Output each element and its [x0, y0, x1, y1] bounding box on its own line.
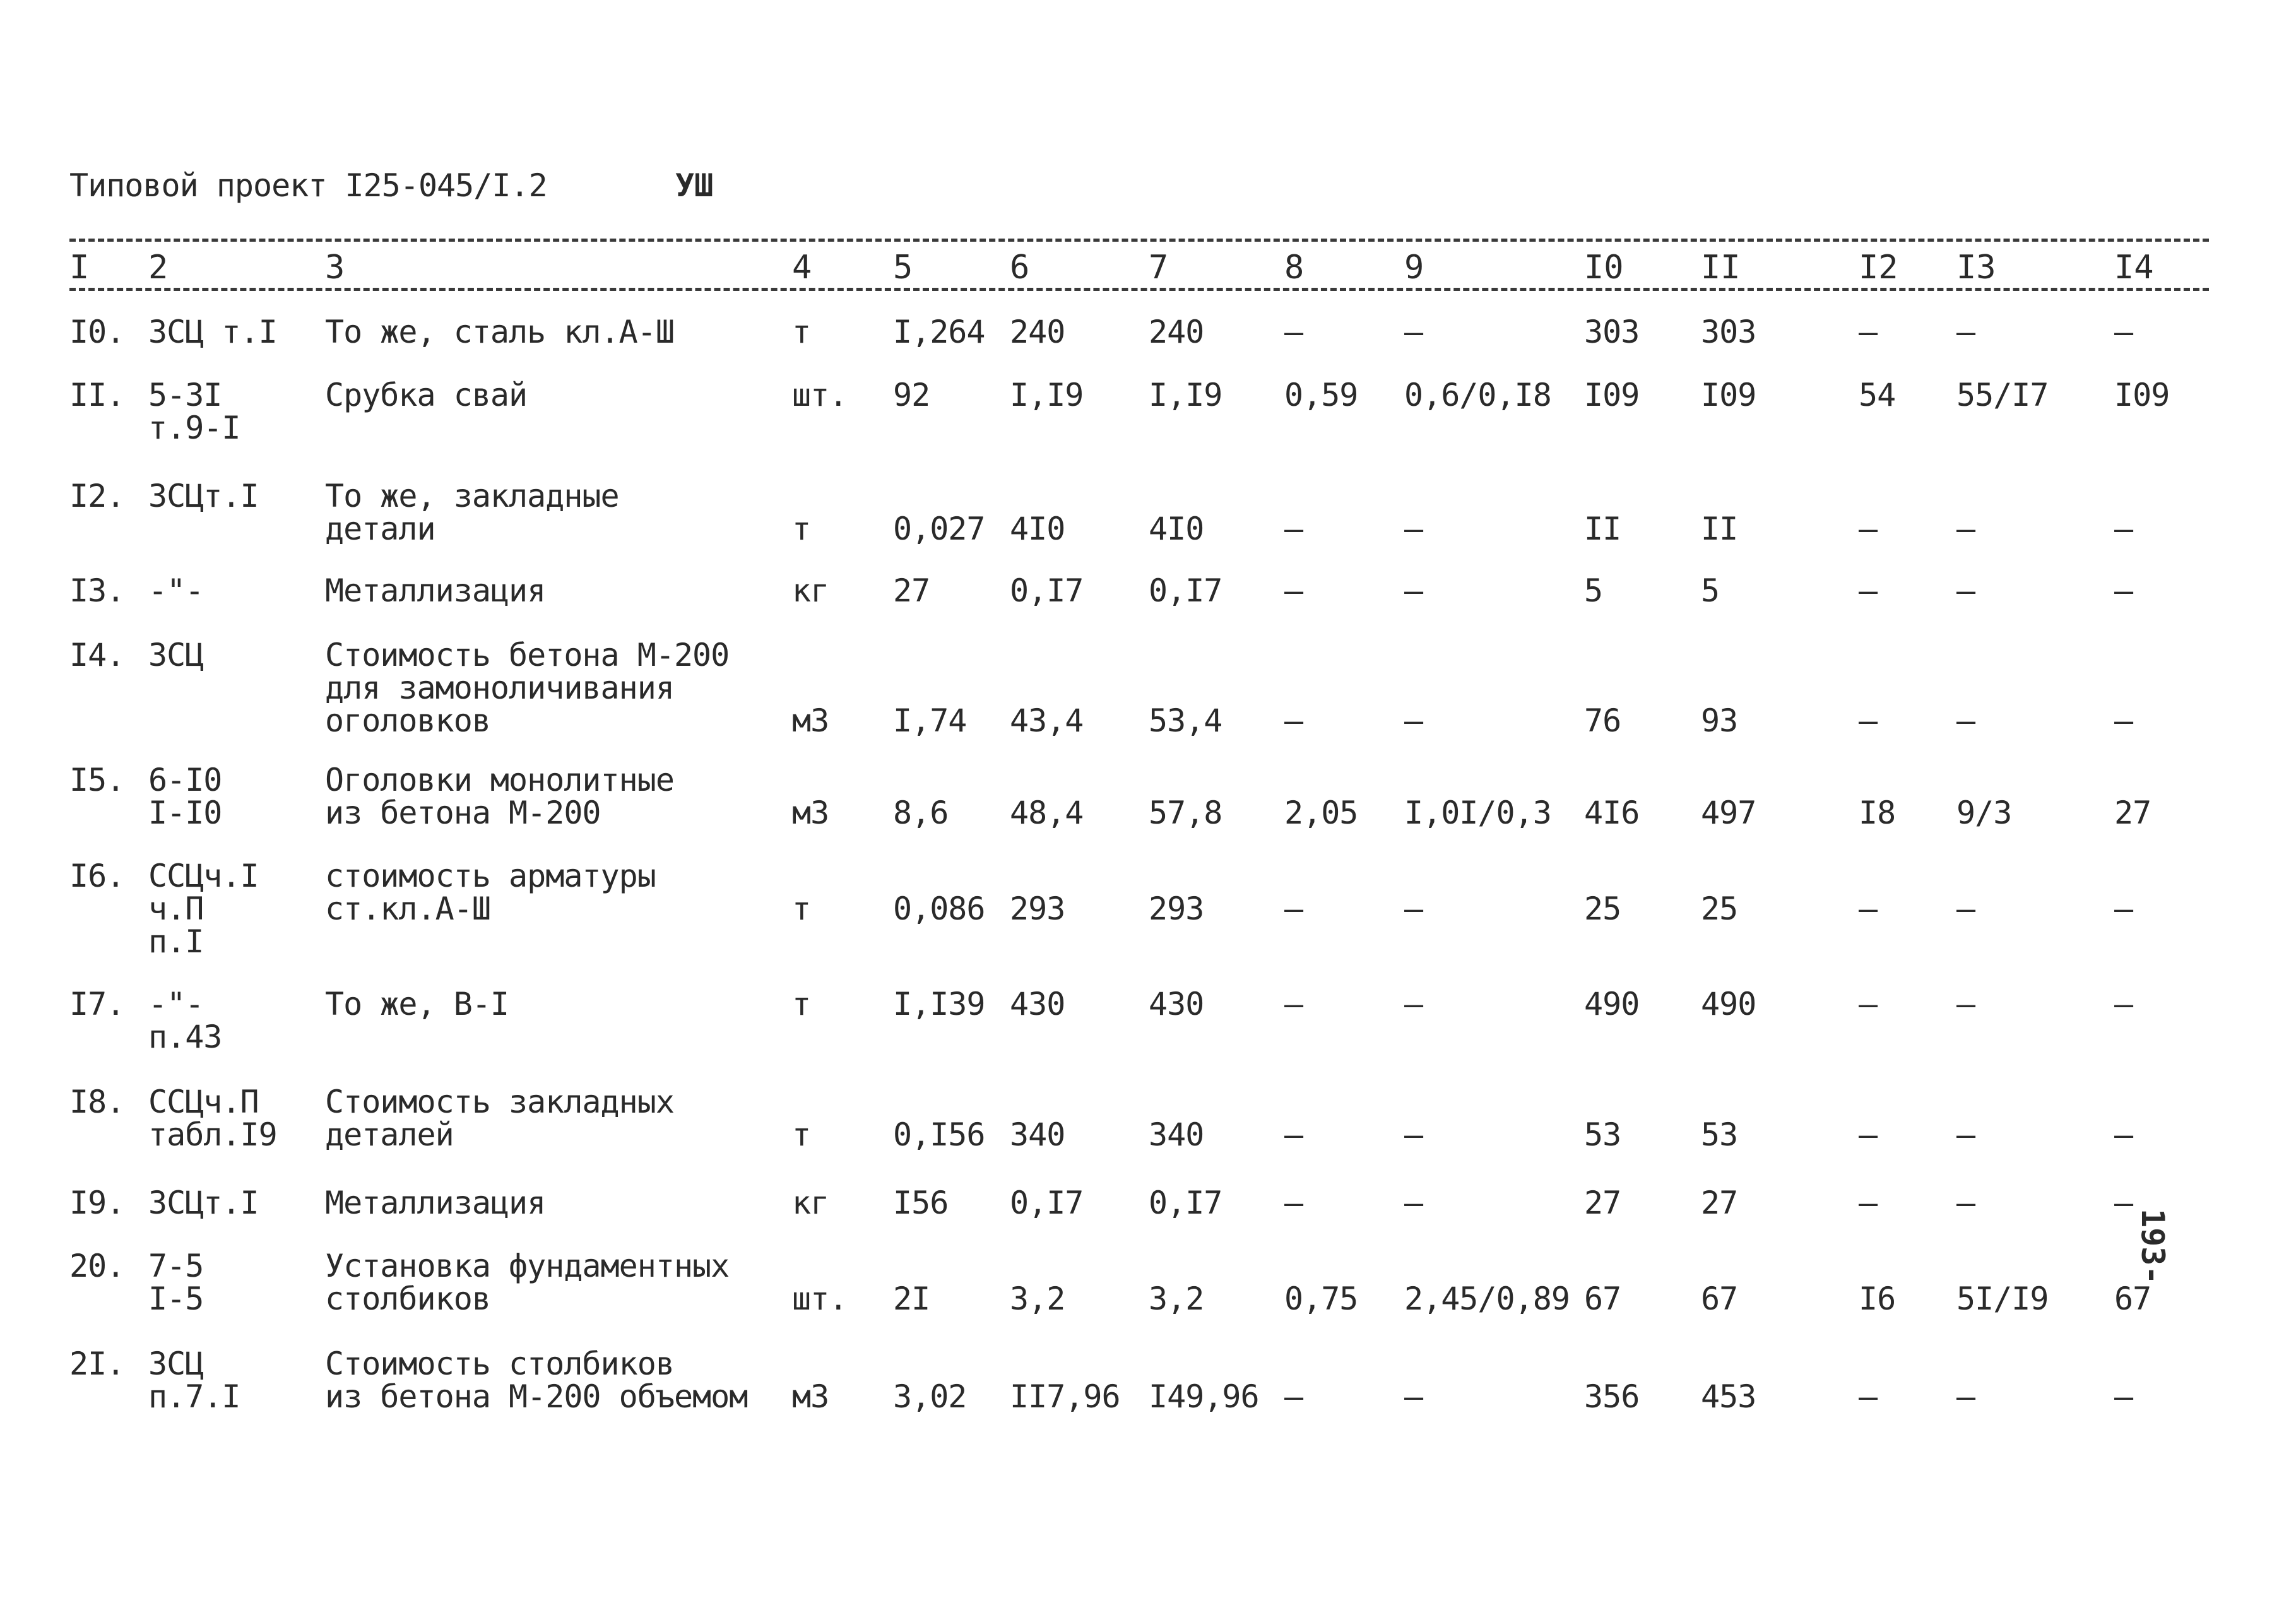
value-cell-13: – — [1956, 1378, 1975, 1415]
value-cell-5: 0,086 — [893, 890, 985, 927]
norm-code: ЗСЦт.I — [148, 1185, 259, 1221]
value-cell-10: 4I6 — [1584, 795, 1640, 831]
norm-code: ч.П — [148, 890, 204, 927]
value-cell-13: – — [1956, 702, 1975, 739]
value-cell-7: 293 — [1149, 890, 1204, 927]
norm-code: п.7.I — [148, 1378, 240, 1415]
value-cell-9: I,0I/0,3 — [1404, 795, 1551, 831]
value-cell-12: – — [1859, 1185, 1878, 1221]
norm-code: ССЦч.П — [148, 1084, 259, 1120]
work-name: оголовков — [325, 702, 490, 739]
value-cell-11: 67 — [1701, 1281, 1738, 1317]
value-cell-5: I,264 — [893, 314, 985, 350]
value-cell-11: 53 — [1701, 1116, 1738, 1153]
value-cell-13: – — [1956, 511, 1975, 547]
value-cell-7: 0,I7 — [1149, 572, 1222, 609]
value-cell-8: – — [1284, 1378, 1303, 1415]
value-cell-7: 57,8 — [1149, 795, 1222, 831]
value-cell-5: 27 — [893, 572, 930, 609]
value-cell-10: 67 — [1584, 1281, 1621, 1317]
row-number: I9. — [69, 1185, 125, 1221]
value-cell-10: 53 — [1584, 1116, 1621, 1153]
value-cell-12: – — [1859, 986, 1878, 1022]
value-cell-14: – — [2114, 1378, 2133, 1415]
work-name: ст.кл.А-Ш — [325, 890, 490, 927]
value-cell-13: – — [1956, 1185, 1975, 1221]
value-cell-13: – — [1956, 986, 1975, 1022]
value-cell-11: 453 — [1701, 1378, 1756, 1415]
value-cell-10: II — [1584, 511, 1621, 547]
norm-code: ЗСЦ — [148, 637, 204, 673]
value-cell-6: 48,4 — [1010, 795, 1084, 831]
norm-code: п.I — [148, 923, 204, 960]
value-cell-8: 0,75 — [1284, 1281, 1358, 1317]
unit-cell: м3 — [792, 1378, 829, 1415]
column-number: I — [69, 249, 90, 287]
value-cell-10: 27 — [1584, 1185, 1621, 1221]
work-name: деталей — [325, 1116, 454, 1153]
value-cell-5: 0,I56 — [893, 1116, 985, 1153]
value-cell-5: 2I — [893, 1281, 930, 1317]
unit-cell: шт. — [792, 377, 848, 413]
value-cell-6: 340 — [1010, 1116, 1065, 1153]
column-number: II — [1701, 249, 1741, 287]
value-cell-8: – — [1284, 702, 1303, 739]
value-cell-11: 490 — [1701, 986, 1756, 1022]
value-cell-10: 25 — [1584, 890, 1621, 927]
value-cell-14: – — [2114, 890, 2133, 927]
work-name: То же, сталь кл.А-Ш — [325, 314, 674, 350]
unit-cell: т — [792, 1116, 811, 1153]
norm-code: 5-3I — [148, 377, 222, 413]
value-cell-6: I,I9 — [1010, 377, 1084, 413]
value-cell-6: 43,4 — [1010, 702, 1084, 739]
column-number: 9 — [1404, 249, 1424, 287]
value-cell-8: – — [1284, 986, 1303, 1022]
value-cell-6: 0,I7 — [1010, 572, 1084, 609]
unit-cell: м3 — [792, 795, 829, 831]
value-cell-11: 497 — [1701, 795, 1756, 831]
value-cell-5: 0,027 — [893, 511, 985, 547]
value-cell-10: 76 — [1584, 702, 1621, 739]
value-cell-11: 303 — [1701, 314, 1756, 350]
value-cell-6: 293 — [1010, 890, 1065, 927]
value-cell-13: – — [1956, 572, 1975, 609]
value-cell-8: – — [1284, 572, 1303, 609]
value-cell-5: I56 — [893, 1185, 949, 1221]
value-cell-5: 3,02 — [893, 1378, 967, 1415]
value-cell-9: – — [1404, 511, 1423, 547]
column-number: I2 — [1859, 249, 1898, 287]
value-cell-7: 0,I7 — [1149, 1185, 1222, 1221]
document-title: Типовой проект I25-045/I.2 — [69, 167, 547, 204]
value-cell-14: – — [2114, 572, 2133, 609]
norm-code: ЗСЦ т.I — [148, 314, 277, 350]
value-cell-12: – — [1859, 1116, 1878, 1153]
row-number: I8. — [69, 1084, 125, 1120]
norm-code: табл.I9 — [148, 1116, 277, 1153]
value-cell-9: – — [1404, 890, 1423, 927]
value-cell-7: 240 — [1149, 314, 1204, 350]
unit-cell: т — [792, 890, 811, 927]
work-name: То же, закладные — [325, 478, 619, 514]
row-number: I4. — [69, 637, 125, 673]
value-cell-9: – — [1404, 572, 1423, 609]
row-number: 2I. — [69, 1346, 125, 1382]
column-number: I0 — [1584, 249, 1624, 287]
value-cell-6: II7,96 — [1010, 1378, 1120, 1415]
row-number: I7. — [69, 986, 125, 1022]
value-cell-12: – — [1859, 890, 1878, 927]
value-cell-7: I,I9 — [1149, 377, 1222, 413]
value-cell-11: 25 — [1701, 890, 1738, 927]
value-cell-5: 8,6 — [893, 795, 949, 831]
value-cell-5: I,74 — [893, 702, 967, 739]
work-name: детали — [325, 511, 435, 547]
work-name: Стоимость бетона М-200 — [325, 637, 730, 673]
work-name: из бетона М-200 — [325, 795, 601, 831]
norm-code: I-5 — [148, 1281, 204, 1317]
work-name: Оголовки монолитные — [325, 762, 674, 798]
value-cell-7: 3,2 — [1149, 1281, 1204, 1317]
row-number: I2. — [69, 478, 125, 514]
value-cell-12: – — [1859, 1378, 1878, 1415]
value-cell-10: 5 — [1584, 572, 1603, 609]
value-cell-13: 55/I7 — [1956, 377, 2049, 413]
work-name: Срубка свай — [325, 377, 528, 413]
value-cell-12: 54 — [1859, 377, 1896, 413]
value-cell-6: 240 — [1010, 314, 1065, 350]
norm-code: -"- — [148, 572, 204, 609]
value-cell-7: 340 — [1149, 1116, 1204, 1153]
value-cell-7: I49,96 — [1149, 1378, 1259, 1415]
value-cell-5: 92 — [893, 377, 930, 413]
work-name: Металлизация — [325, 572, 546, 609]
value-cell-11: 93 — [1701, 702, 1738, 739]
value-cell-5: I,I39 — [893, 986, 985, 1022]
unit-cell: кг — [792, 1185, 829, 1221]
value-cell-12: I6 — [1859, 1281, 1896, 1317]
value-cell-11: 5 — [1701, 572, 1720, 609]
value-cell-13: – — [1956, 1116, 1975, 1153]
value-cell-6: 0,I7 — [1010, 1185, 1084, 1221]
value-cell-12: – — [1859, 702, 1878, 739]
unit-cell: т — [792, 314, 811, 350]
row-number: I6. — [69, 858, 125, 894]
unit-cell: шт. — [792, 1281, 848, 1317]
column-number: 6 — [1010, 249, 1030, 287]
norm-code: -"- — [148, 986, 204, 1022]
value-cell-8: – — [1284, 1185, 1303, 1221]
norm-code: 6-I0 — [148, 762, 222, 798]
norm-code: п.43 — [148, 1019, 222, 1055]
norm-code: ЗСЦ — [148, 1346, 204, 1382]
row-number: I3. — [69, 572, 125, 609]
work-name: Металлизация — [325, 1185, 546, 1221]
row-number: I0. — [69, 314, 125, 350]
norm-code: I-I0 — [148, 795, 222, 831]
value-cell-14: – — [2114, 1185, 2133, 1221]
column-number: I4 — [2114, 249, 2154, 287]
value-cell-14: – — [2114, 314, 2133, 350]
value-cell-11: I09 — [1701, 377, 1756, 413]
value-cell-14: – — [2114, 1116, 2133, 1153]
column-number: 8 — [1284, 249, 1305, 287]
value-cell-8: – — [1284, 511, 1303, 547]
value-cell-6: 4I0 — [1010, 511, 1065, 547]
value-cell-7: 430 — [1149, 986, 1204, 1022]
header-dashed-rule — [69, 288, 2209, 291]
work-name: из бетона М-200 объемом — [325, 1378, 748, 1415]
value-cell-6: 430 — [1010, 986, 1065, 1022]
unit-cell: кг — [792, 572, 829, 609]
value-cell-10: 356 — [1584, 1378, 1640, 1415]
value-cell-14: – — [2114, 702, 2133, 739]
work-name: Стоимость столбиков — [325, 1346, 674, 1382]
work-name: для замоноличивания — [325, 670, 674, 706]
value-cell-13: – — [1956, 314, 1975, 350]
value-cell-9: 0,6/0,I8 — [1404, 377, 1551, 413]
work-name: Установка фундаментных — [325, 1248, 730, 1284]
value-cell-12: I8 — [1859, 795, 1896, 831]
value-cell-10: 303 — [1584, 314, 1640, 350]
value-cell-6: 3,2 — [1010, 1281, 1065, 1317]
value-cell-7: 4I0 — [1149, 511, 1204, 547]
norm-code: ССЦч.I — [148, 858, 259, 894]
value-cell-12: – — [1859, 572, 1878, 609]
value-cell-9: – — [1404, 702, 1423, 739]
value-cell-13: – — [1956, 890, 1975, 927]
column-number: 7 — [1149, 249, 1169, 287]
value-cell-9: – — [1404, 314, 1423, 350]
value-cell-7: 53,4 — [1149, 702, 1222, 739]
sheet-number: УШ — [675, 167, 714, 204]
value-cell-9: – — [1404, 1116, 1423, 1153]
value-cell-10: 490 — [1584, 986, 1640, 1022]
value-cell-8: – — [1284, 314, 1303, 350]
column-number: 2 — [148, 249, 169, 287]
work-name: стоимость арматуры — [325, 858, 656, 894]
value-cell-14: I09 — [2114, 377, 2170, 413]
value-cell-8: – — [1284, 890, 1303, 927]
value-cell-9: 2,45/0,89 — [1404, 1281, 1570, 1317]
column-number: I3 — [1956, 249, 1996, 287]
top-dashed-rule — [69, 239, 2209, 242]
work-name: То же, В-I — [325, 986, 509, 1022]
work-name: столбиков — [325, 1281, 490, 1317]
value-cell-8: 0,59 — [1284, 377, 1358, 413]
value-cell-14: – — [2114, 511, 2133, 547]
value-cell-11: II — [1701, 511, 1738, 547]
row-number: II. — [69, 377, 125, 413]
row-number: 20. — [69, 1248, 125, 1284]
column-number: 4 — [792, 249, 812, 287]
value-cell-14: 27 — [2114, 795, 2151, 831]
norm-code: 7-5 — [148, 1248, 204, 1284]
norm-code: ЗСЦт.I — [148, 478, 259, 514]
page-side-note: 193- — [2134, 1209, 2171, 1285]
value-cell-14: – — [2114, 986, 2133, 1022]
value-cell-13: 9/3 — [1956, 795, 2012, 831]
unit-cell: т — [792, 986, 811, 1022]
value-cell-13: 5I/I9 — [1956, 1281, 2049, 1317]
value-cell-9: – — [1404, 986, 1423, 1022]
value-cell-9: – — [1404, 1378, 1423, 1415]
value-cell-8: 2,05 — [1284, 795, 1358, 831]
column-number: 5 — [893, 249, 913, 287]
norm-code: т.9-I — [148, 410, 240, 446]
value-cell-11: 27 — [1701, 1185, 1738, 1221]
value-cell-8: – — [1284, 1116, 1303, 1153]
value-cell-14: 67 — [2114, 1281, 2151, 1317]
unit-cell: т — [792, 511, 811, 547]
value-cell-9: – — [1404, 1185, 1423, 1221]
unit-cell: м3 — [792, 702, 829, 739]
value-cell-12: – — [1859, 511, 1878, 547]
column-number: 3 — [325, 249, 345, 287]
row-number: I5. — [69, 762, 125, 798]
work-name: Стоимость закладных — [325, 1084, 674, 1120]
value-cell-12: – — [1859, 314, 1878, 350]
value-cell-10: I09 — [1584, 377, 1640, 413]
